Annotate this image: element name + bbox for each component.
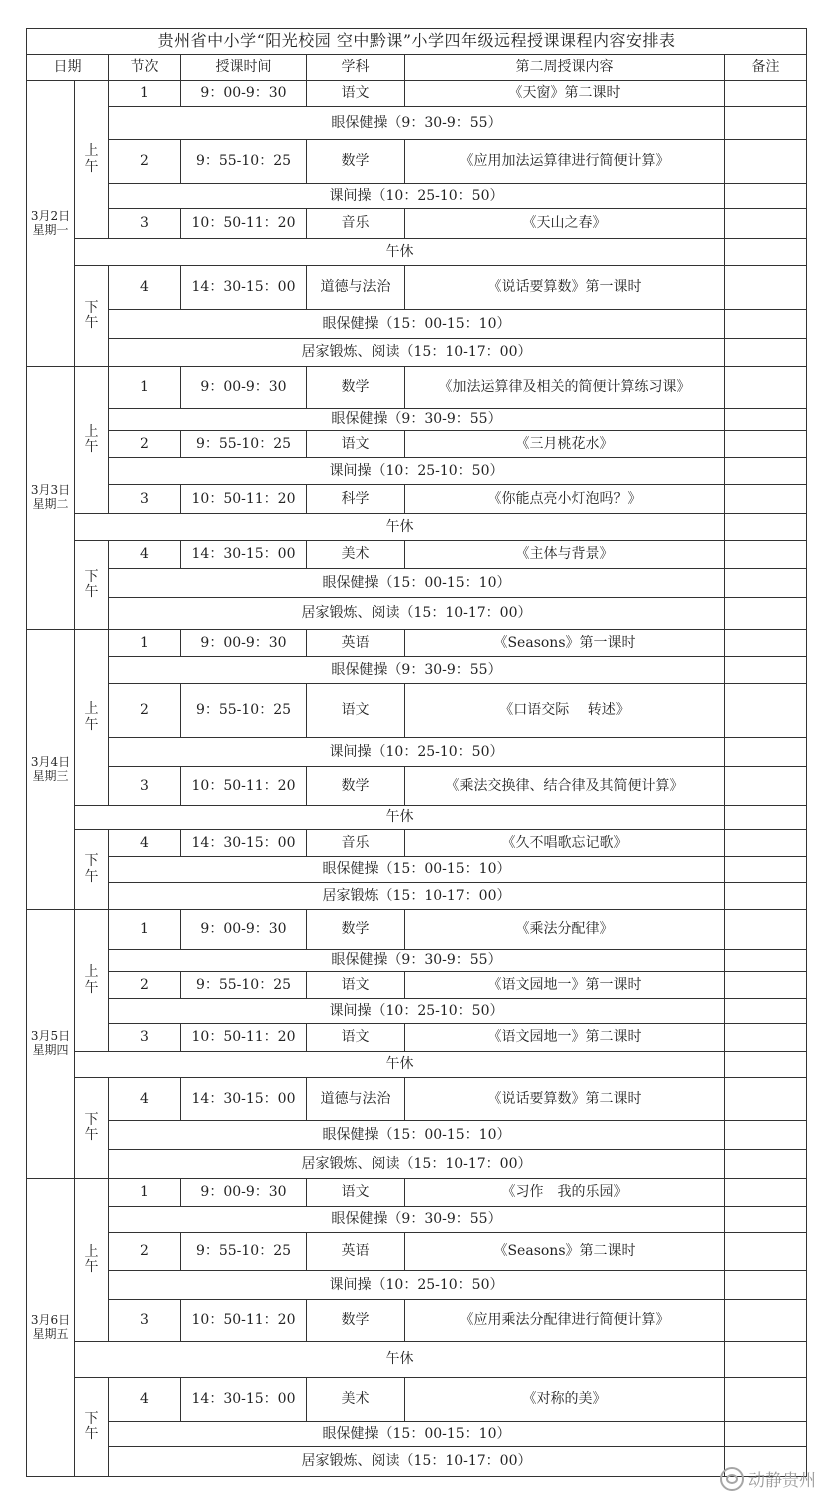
remark-cell <box>725 409 807 431</box>
break-cell: 眼保健操（15：00-15：10） <box>109 1121 725 1150</box>
table-row <box>27 630 807 657</box>
lunch-cell: 午休 <box>75 239 725 266</box>
subject-cell: 音乐 <box>307 830 405 857</box>
time-cell: 14：30-15：00 <box>181 830 307 857</box>
time-cell: 10：50-11：20 <box>181 1024 307 1052</box>
table-row <box>27 598 807 630</box>
subject-cell: 语文 <box>307 1024 405 1052</box>
table-row <box>27 857 807 883</box>
remark-cell <box>725 431 807 458</box>
remark-cell <box>725 910 807 950</box>
content-cell: 《天山之春》 <box>405 209 725 239</box>
date-label: 3月2日 <box>30 208 71 223</box>
time-cell: 10：50-11：20 <box>181 485 307 514</box>
break-cell: 课间操（10：25-10：50） <box>109 1271 725 1300</box>
time-cell: 14：30-15：00 <box>181 1078 307 1121</box>
period-cell: 3 <box>109 485 181 514</box>
subject-cell: 科学 <box>307 485 405 514</box>
table-row <box>27 1121 807 1150</box>
table-row <box>27 1300 807 1342</box>
remark-cell <box>725 1078 807 1121</box>
remark-cell <box>725 684 807 738</box>
table-row <box>27 1078 807 1121</box>
lunch-row <box>27 1052 807 1078</box>
period-cell: 4 <box>109 266 181 310</box>
period-cell: 3 <box>109 209 181 239</box>
break-cell: 课间操（10：25-10：50） <box>109 458 725 485</box>
remark-cell <box>725 209 807 239</box>
remark-cell <box>725 541 807 569</box>
table-row <box>27 1024 807 1052</box>
table-row <box>27 339 807 367</box>
subject-cell: 数学 <box>307 367 405 409</box>
table-row <box>27 485 807 514</box>
morning-label: 上午 <box>84 423 99 455</box>
weekday-label: 星期二 <box>32 497 69 511</box>
time-cell: 10：50-11：20 <box>181 209 307 239</box>
time-cell: 10：50-11：20 <box>181 1300 307 1342</box>
header-period: 节次 <box>109 55 181 81</box>
afternoon-label-cell <box>75 1378 109 1477</box>
period-cell: 2 <box>109 431 181 458</box>
remark-cell <box>725 950 807 972</box>
remark-cell <box>725 830 807 857</box>
remark-cell <box>725 1207 807 1233</box>
content-cell: 《说话要算数》第二课时 <box>405 1078 725 1121</box>
break-cell: 居家锻炼（15：10-17：00） <box>109 883 725 910</box>
time-cell: 14：30-15：00 <box>181 266 307 310</box>
time-cell: 9：00-9：30 <box>181 630 307 657</box>
table-row <box>27 266 807 310</box>
lunch-row <box>27 239 807 266</box>
table-row <box>27 1271 807 1300</box>
subject-cell: 道德与法治 <box>307 266 405 310</box>
remark-cell <box>725 806 807 830</box>
afternoon-label-cell <box>75 541 109 630</box>
period-cell: 3 <box>109 1024 181 1052</box>
remark-cell <box>725 857 807 883</box>
content-cell: 《三月桃花水》 <box>405 431 725 458</box>
subject-cell: 数学 <box>307 140 405 184</box>
morning-label-cell <box>75 367 109 514</box>
date-cell <box>27 81 75 367</box>
subject-cell: 美术 <box>307 541 405 569</box>
afternoon-label: 下午 <box>84 568 99 600</box>
content-cell: 《Seasons》第一课时 <box>405 630 725 657</box>
remark-cell <box>725 883 807 910</box>
table-title: 贵州省中小学“阳光校园 空中黔课”小学四年级远程授课课程内容安排表 <box>27 29 807 55</box>
subject-cell: 语文 <box>307 1179 405 1207</box>
break-cell: 课间操（10：25-10：50） <box>109 738 725 767</box>
remark-cell <box>725 598 807 630</box>
date-cell <box>27 630 75 910</box>
table-row <box>27 541 807 569</box>
break-cell: 眼保健操（15：00-15：10） <box>109 310 725 339</box>
period-cell: 4 <box>109 1078 181 1121</box>
header-remark: 备注 <box>725 55 807 81</box>
schedule-body <box>27 81 807 1477</box>
content-cell: 《Seasons》第二课时 <box>405 1233 725 1271</box>
period-cell: 4 <box>109 1378 181 1422</box>
morning-label-cell <box>75 910 109 1052</box>
lunch-cell: 午休 <box>75 514 725 541</box>
remark-cell <box>725 657 807 684</box>
period-cell: 1 <box>109 367 181 409</box>
time-cell: 9：00-9：30 <box>181 1179 307 1207</box>
remark-cell <box>725 107 807 140</box>
lunch-row <box>27 514 807 541</box>
remark-cell <box>725 1052 807 1078</box>
subject-cell: 语文 <box>307 972 405 999</box>
remark-cell <box>725 339 807 367</box>
content-cell: 《乘法分配律》 <box>405 910 725 950</box>
content-cell: 《天窗》第二课时 <box>405 81 725 107</box>
remark-cell <box>725 81 807 107</box>
table-row <box>27 184 807 209</box>
remark-cell <box>725 738 807 767</box>
period-cell: 1 <box>109 81 181 107</box>
afternoon-label-cell <box>75 266 109 367</box>
table-row <box>27 657 807 684</box>
break-cell: 居家锻炼、阅读（15：10-17：00） <box>109 1150 725 1179</box>
break-cell: 眼保健操（9：30-9：55） <box>109 1207 725 1233</box>
table-row <box>27 140 807 184</box>
content-cell: 《说话要算数》第一课时 <box>405 266 725 310</box>
remark-cell <box>725 1150 807 1179</box>
remark-cell <box>725 1179 807 1207</box>
morning-label: 上午 <box>84 1243 99 1275</box>
time-cell: 9：00-9：30 <box>181 910 307 950</box>
date-label: 3月6日 <box>30 1312 71 1327</box>
content-cell: 《口语交际 转述》 <box>405 684 725 738</box>
header-content: 第二周授课内容 <box>405 55 725 81</box>
table-row <box>27 910 807 950</box>
afternoon-label: 下午 <box>84 853 99 885</box>
break-cell: 眼保健操（15：00-15：10） <box>109 569 725 598</box>
remark-cell <box>725 485 807 514</box>
lunch-row <box>27 806 807 830</box>
table-row <box>27 81 807 107</box>
date-cell <box>27 910 75 1179</box>
weekday-label: 星期五 <box>32 1326 69 1341</box>
break-cell: 课间操（10：25-10：50） <box>109 184 725 209</box>
content-cell: 《对称的美》 <box>405 1378 725 1422</box>
watermark <box>720 1466 816 1491</box>
table-row <box>27 830 807 857</box>
table-row <box>27 999 807 1024</box>
date-cell <box>27 1179 75 1477</box>
break-cell: 眼保健操（9：30-9：55） <box>109 409 725 431</box>
table-row <box>27 1378 807 1422</box>
break-cell: 居家锻炼、阅读（15：10-17：00） <box>109 339 725 367</box>
table-row <box>27 1422 807 1447</box>
subject-cell: 道德与法治 <box>307 1078 405 1121</box>
content-cell: 《应用乘法分配律进行简便计算》 <box>405 1300 725 1342</box>
table-row <box>27 738 807 767</box>
table-row <box>27 972 807 999</box>
time-cell: 14：30-15：00 <box>181 541 307 569</box>
break-cell: 眼保健操（9：30-9：55） <box>109 107 725 140</box>
weekday-label: 星期三 <box>32 768 69 783</box>
period-cell: 4 <box>109 541 181 569</box>
remark-cell <box>725 514 807 541</box>
break-cell: 眼保健操（15：00-15：10） <box>109 1422 725 1447</box>
remark-cell <box>725 767 807 806</box>
date-cell <box>27 367 75 630</box>
remark-cell <box>725 310 807 339</box>
time-cell: 9：55-10：25 <box>181 431 307 458</box>
period-cell: 1 <box>109 1179 181 1207</box>
remark-cell <box>725 140 807 184</box>
time-cell: 14：30-15：00 <box>181 1378 307 1422</box>
subject-cell: 语文 <box>307 81 405 107</box>
remark-cell <box>725 1024 807 1052</box>
subject-cell: 数学 <box>307 767 405 806</box>
header-date: 日期 <box>27 55 109 81</box>
break-cell: 课间操（10：25-10：50） <box>109 999 725 1024</box>
lunch-row <box>27 1342 807 1378</box>
subject-cell: 音乐 <box>307 209 405 239</box>
period-cell: 3 <box>109 767 181 806</box>
wechat-logo-icon <box>720 1467 744 1491</box>
period-cell: 2 <box>109 972 181 999</box>
remark-cell <box>725 1233 807 1271</box>
header-time: 授课时间 <box>181 55 307 81</box>
content-cell: 《久不唱歌忘记歌》 <box>405 830 725 857</box>
lunch-cell: 午休 <box>75 1342 725 1378</box>
period-cell: 3 <box>109 1300 181 1342</box>
morning-label: 上午 <box>84 143 99 175</box>
remark-cell <box>725 239 807 266</box>
morning-label-cell <box>75 1179 109 1342</box>
table-row <box>27 458 807 485</box>
subject-cell: 数学 <box>307 910 405 950</box>
afternoon-label: 下午 <box>84 1410 99 1442</box>
subject-cell: 语文 <box>307 684 405 738</box>
weekday-label: 星期四 <box>32 1043 69 1057</box>
table-row <box>27 1207 807 1233</box>
afternoon-label: 下午 <box>84 299 99 331</box>
remark-cell <box>725 630 807 657</box>
subject-cell: 英语 <box>307 630 405 657</box>
time-cell: 9：00-9：30 <box>181 367 307 409</box>
table-row <box>27 310 807 339</box>
break-cell: 眼保健操（15：00-15：10） <box>109 857 725 883</box>
table-row <box>27 684 807 738</box>
time-cell: 9：55-10：25 <box>181 1233 307 1271</box>
content-cell: 《语文园地一》第一课时 <box>405 972 725 999</box>
lunch-cell: 午休 <box>75 806 725 830</box>
morning-label: 上午 <box>84 701 99 733</box>
subject-cell: 数学 <box>307 1300 405 1342</box>
morning-label: 上午 <box>84 964 99 996</box>
remark-cell <box>725 569 807 598</box>
subject-cell: 语文 <box>307 431 405 458</box>
table-row <box>27 431 807 458</box>
period-cell: 1 <box>109 630 181 657</box>
morning-label-cell <box>75 81 109 239</box>
content-cell: 《你能点亮小灯泡吗？》 <box>405 485 725 514</box>
time-cell: 9：55-10：25 <box>181 684 307 738</box>
afternoon-label: 下午 <box>84 1111 99 1143</box>
remark-cell <box>725 1121 807 1150</box>
watermark-text: 动静贵州 <box>748 1471 816 1491</box>
date-label: 3月4日 <box>30 754 71 769</box>
weekday-label: 星期一 <box>32 222 69 237</box>
table-row <box>27 767 807 806</box>
date-label: 3月5日 <box>30 1029 71 1044</box>
time-cell: 9：55-10：25 <box>181 972 307 999</box>
remark-cell <box>725 1271 807 1300</box>
subject-cell: 英语 <box>307 1233 405 1271</box>
table-row <box>27 1150 807 1179</box>
remark-cell <box>725 1378 807 1422</box>
table-row <box>27 883 807 910</box>
time-cell: 10：50-11：20 <box>181 767 307 806</box>
remark-cell <box>725 266 807 310</box>
period-cell: 2 <box>109 1233 181 1271</box>
content-cell: 《主体与背景》 <box>405 541 725 569</box>
content-cell: 《加法运算律及相关的简便计算练习课》 <box>405 367 725 409</box>
remark-cell <box>725 1300 807 1342</box>
table-row <box>27 107 807 140</box>
content-cell: 《乘法交换律、结合律及其简便计算》 <box>405 767 725 806</box>
period-cell: 1 <box>109 910 181 950</box>
lunch-cell: 午休 <box>75 1052 725 1078</box>
remark-cell <box>725 999 807 1024</box>
table-row <box>27 1233 807 1271</box>
table-row <box>27 950 807 972</box>
break-cell: 居家锻炼、阅读（15：10-17：00） <box>109 1447 725 1477</box>
morning-label-cell <box>75 630 109 806</box>
remark-cell <box>725 1422 807 1447</box>
afternoon-label-cell <box>75 1078 109 1179</box>
table-row <box>27 367 807 409</box>
time-cell: 9：55-10：25 <box>181 140 307 184</box>
remark-cell <box>725 972 807 999</box>
subject-cell: 美术 <box>307 1378 405 1422</box>
period-cell: 2 <box>109 684 181 738</box>
content-cell: 《应用加法运算律进行简便计算》 <box>405 140 725 184</box>
remark-cell <box>725 1342 807 1378</box>
table-row <box>27 1447 807 1477</box>
remark-cell <box>725 458 807 485</box>
table-row <box>27 569 807 598</box>
table-row <box>27 209 807 239</box>
date-label: 3月3日 <box>30 483 71 498</box>
period-cell: 2 <box>109 140 181 184</box>
time-cell: 9：00-9：30 <box>181 81 307 107</box>
content-cell: 《语文园地一》第二课时 <box>405 1024 725 1052</box>
content-cell: 《习作 我的乐园》 <box>405 1179 725 1207</box>
remark-cell <box>725 367 807 409</box>
break-cell: 眼保健操（9：30-9：55） <box>109 950 725 972</box>
break-cell: 居家锻炼、阅读（15：10-17：00） <box>109 598 725 630</box>
period-cell: 4 <box>109 830 181 857</box>
break-cell: 眼保健操（9：30-9：55） <box>109 657 725 684</box>
table-row <box>27 409 807 431</box>
remark-cell <box>725 184 807 209</box>
table-row <box>27 1179 807 1207</box>
schedule-table <box>26 28 807 1477</box>
header-subject: 学科 <box>307 55 405 81</box>
afternoon-label-cell <box>75 830 109 910</box>
